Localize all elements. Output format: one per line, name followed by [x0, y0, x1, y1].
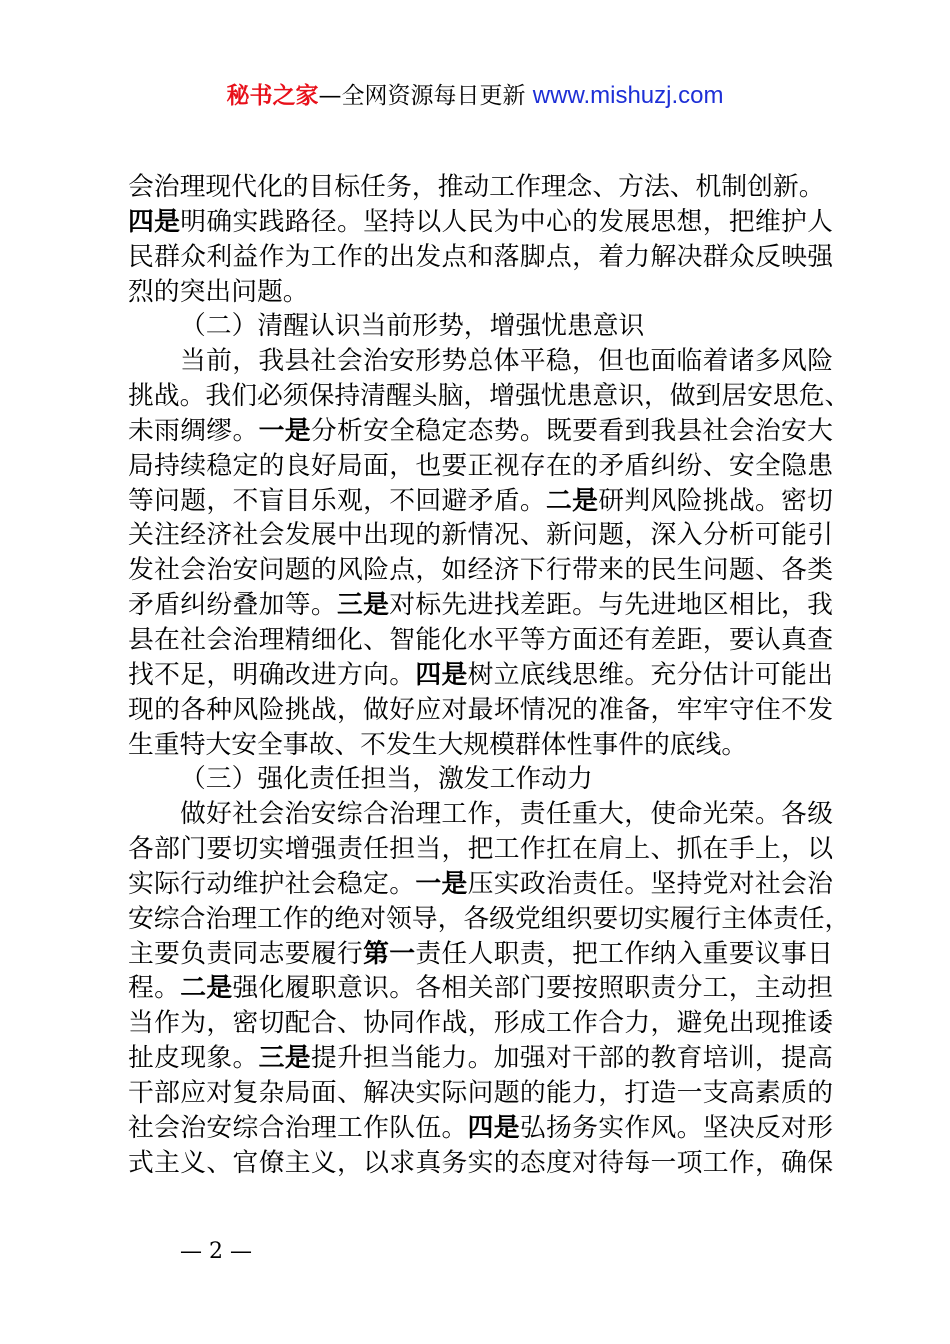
- text-line-10: 等问题，不盲目乐观，不回避矛盾。二是研判风险挑战。密切: [128, 485, 833, 516]
- text-line-15: 找不足，明确改进方向。四是树立底线思维。充分估计可能出: [128, 659, 833, 690]
- text-line-4: 烈的突出问题。: [128, 276, 309, 307]
- site-url-link[interactable]: www.mishuzj.com: [532, 82, 724, 109]
- text-line-7: 挑战。我们必须保持清醒头脑，增强忧患意识，做到居安思危、: [128, 381, 851, 412]
- text-line-28: 社会治安综合治理工作队伍。四是弘扬务实作风。坚决反对形: [128, 1112, 833, 1143]
- document-body: [128, 170, 851, 1180]
- text-line-17: 生重特大安全事故、不发生大规模群体性事件的底线。: [128, 729, 748, 760]
- text-line-3: 民群众利益作为工作的出发点和落脚点，着力解决群众反映强: [128, 241, 833, 272]
- text-line-20: 各部门要切实增强责任担当，把工作扛在肩上、抓在手上，以: [128, 834, 833, 865]
- text-line-8: 未雨绸缪。一是分析安全稳定态势。既要看到我县社会治安大: [128, 415, 833, 446]
- section-heading-3: （三）强化责任担当，激发工作动力: [180, 764, 593, 795]
- text-line-25: 当作为，密切配合、协同作战，形成工作合力，避免出现推诿: [128, 1008, 833, 1039]
- text-line-29: 式主义、官僚主义，以求真务实的态度对待每一项工作，确保: [128, 1147, 833, 1178]
- text-line-13: 矛盾纠纷叠加等。三是对标先进找差距。与先进地区相比，我: [128, 590, 833, 621]
- text-line-21: 实际行动维护社会稳定。一是压实政治责任。坚持党对社会治: [128, 868, 833, 899]
- text-line-2: 四是明确实践路径。坚持以人民为中心的发展思想，把维护人: [128, 206, 833, 237]
- text-line-12: 发社会治安问题的风险点，如经济下行带来的民生问题、各类: [128, 555, 833, 586]
- text-line-14: 县在社会治理精细化、智能化水平等方面还有差距，要认真查: [128, 624, 833, 655]
- header-tagline: —全网资源每日更新: [318, 83, 526, 109]
- brand-name: 秘书之家: [226, 83, 319, 109]
- page-number: — 2 —: [180, 1239, 252, 1264]
- text-line-9: 局持续稳定的良好局面，也要正视存在的矛盾纠纷、安全隐患: [128, 450, 833, 481]
- text-line-6: 当前，我县社会治安形势总体平稳，但也面临着诸多风险: [180, 346, 833, 377]
- site-header: [0, 80, 950, 112]
- text-line-1: 会治理现代化的目标任务，推动工作理念、方法、机制创新。: [128, 172, 825, 202]
- text-line-19: 做好社会治安综合治理工作，责任重大，使命光荣。各级: [180, 799, 833, 830]
- text-line-16: 现的各种风险挑战，做好应对最坏情况的准备，牢牢守住不发: [128, 694, 833, 725]
- text-line-11: 关注经济社会发展中出现的新情况、新问题，深入分析可能引: [128, 520, 833, 551]
- text-line-23: 主要负责同志要履行第一责任人职责，把工作纳入重要议事日: [128, 938, 833, 969]
- text-line-24: 程。二是强化履职意识。各相关部门要按照职责分工，主动担: [128, 973, 833, 1004]
- text-line-22: 安综合治理工作的绝对领导，各级党组织要切实履行主体责任，: [128, 903, 851, 934]
- text-line-27: 干部应对复杂局面、解决实际问题的能力，打造一支高素质的: [128, 1077, 833, 1108]
- section-heading-2: （二）清醒认识当前形势，增强忧患意识: [180, 311, 645, 342]
- text-line-26: 扯皮现象。三是提升担当能力。加强对干部的教育培训，提高: [128, 1043, 833, 1074]
